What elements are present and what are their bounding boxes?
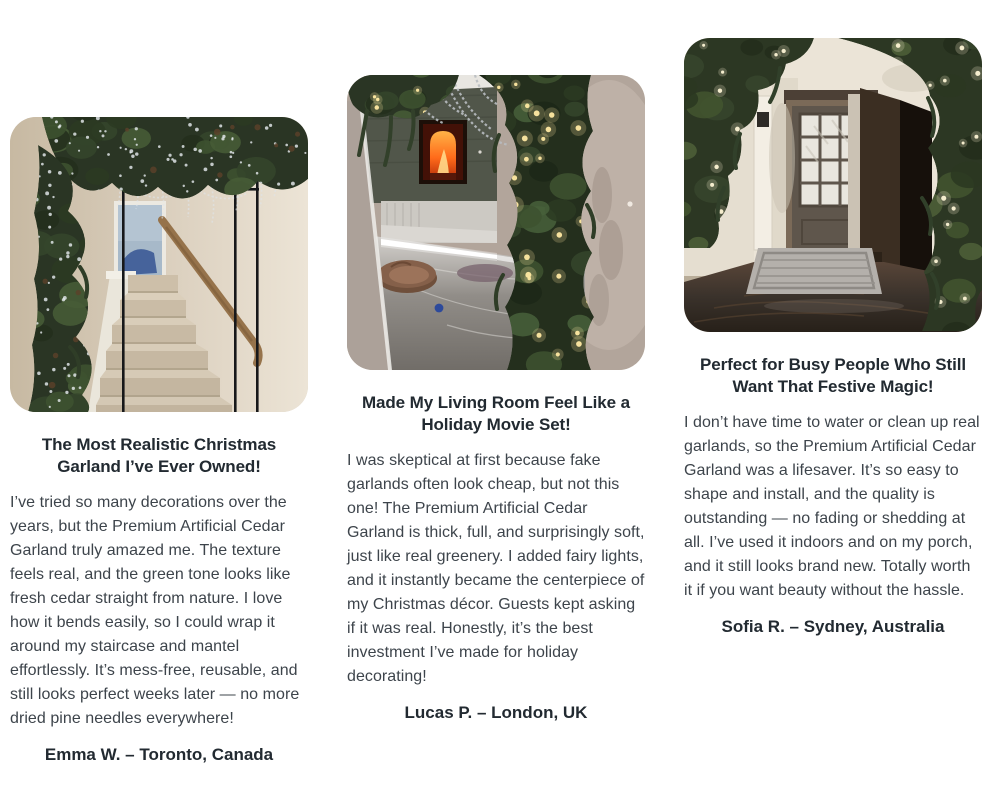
testimonial-photo-living-room	[347, 75, 645, 370]
testimonial-card	[10, 117, 308, 765]
living-room-garland-illustration	[347, 75, 645, 370]
testimonial-card	[347, 75, 645, 723]
testimonial-card	[684, 38, 982, 637]
testimonial-author: Emma W. – Toronto, Canada	[44, 745, 274, 764]
testimonial-body: I don’t have time to water or clean up real garlands, so the Premium Artificial Cedar Garland was a lifesaver. It’s so easy to shape and install, and the quality is outstanding — no fading or shedding at all. I’ve used it indoors and on my porch, and it still looks brand new. Totally worth it if you want beauty without the hassle.	[684, 414, 980, 599]
testimonial-title: Made My Living Room Feel Like a Holiday Movie Set!	[361, 393, 630, 434]
hallway-garland-illustration	[684, 38, 982, 332]
testimonial-body: I was skeptical at first because fake garlands often look cheap, but not this one! The Premium Artificial Cedar Garland is thick, full, and surprisingly soft, just like real greenery. I added fairy lights, and it instantly became the centerpiece of my Christmas décor. Guests kept asking if it was real. Honestly, it’s the best investment I’ve made for holiday decorating!	[347, 452, 645, 685]
testimonial-title: Perfect for Busy People Who Still Want That Festive Magic!	[700, 355, 966, 396]
testimonial-title: The Most Realistic Christmas Garland I’ve Ever Owned!	[41, 435, 277, 476]
testimonial-photo-hallway	[684, 38, 982, 332]
testimonial-photo-staircase	[10, 117, 308, 412]
pet-bed	[377, 260, 437, 293]
testimonial-body: I’ve tried so many decorations over the years, but the Premium Artificial Cedar Garland truly amazed me. The texture feels real, and the green tone looks like fresh cedar straight from nature. I love how it bends easily, so I could wrap it around my staircase and mantel effortlessly. It’s mess-free, reusable, and still looks perfect weeks later — no more dried pine needles everywhere!	[10, 494, 300, 727]
testimonial-author: Lucas P. – London, UK	[404, 703, 588, 722]
rug	[746, 248, 882, 294]
staircase-garland-illustration	[10, 117, 308, 412]
testimonial-author: Sofia R. – Sydney, Australia	[721, 617, 945, 636]
toy-ball	[435, 304, 444, 313]
